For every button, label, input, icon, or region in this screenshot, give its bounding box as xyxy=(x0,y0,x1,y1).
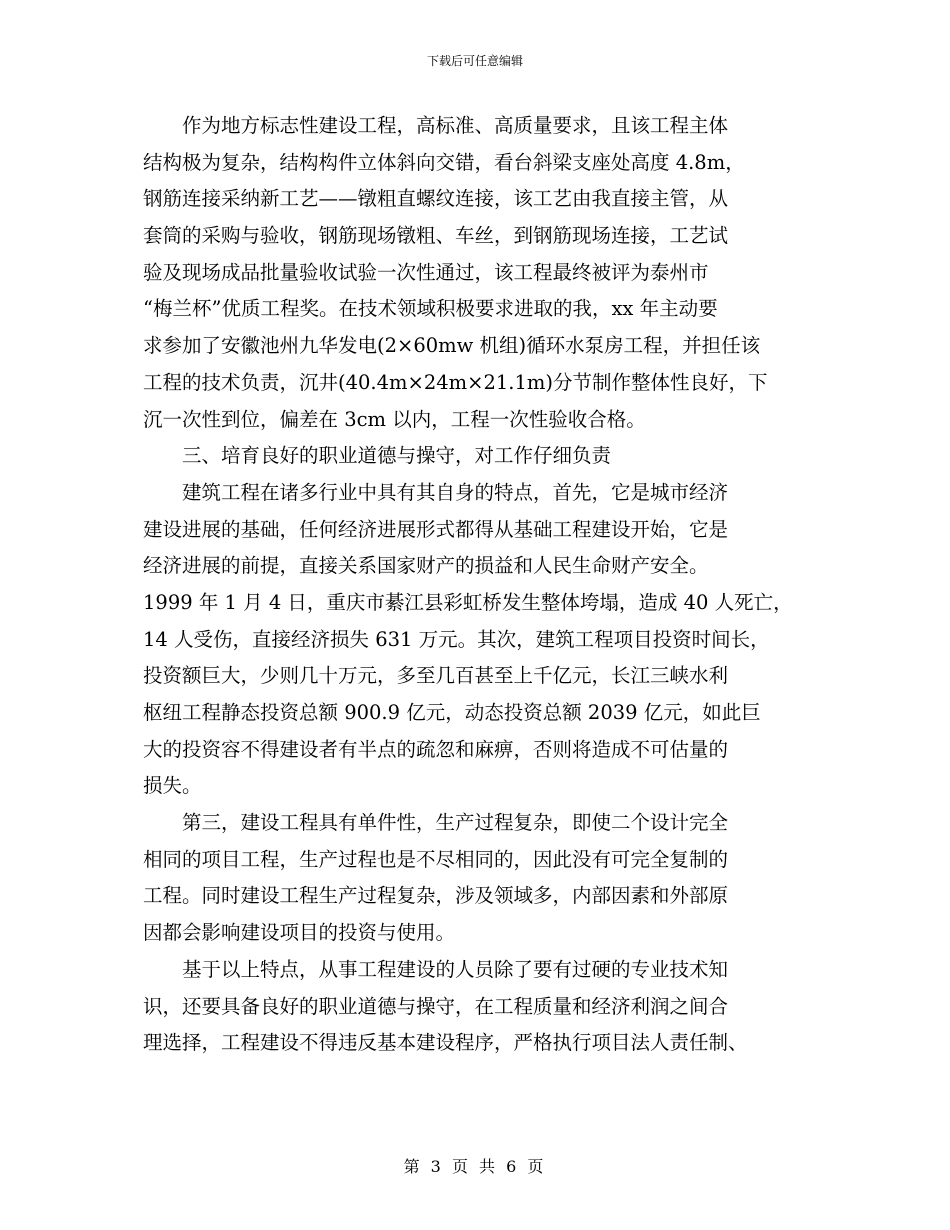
text-line: 枢纽工程静态投资总额 900.9 亿元，动态投资总额 2039 亿元，如此巨 xyxy=(143,701,761,724)
text-line: 建筑工程在诸多行业中具有其自身的特点，首先，它是城市经济 xyxy=(143,480,729,504)
text-line: 钢筋连接采纳新工艺——镦粗直螺纹连接，该工艺由我直接主管，从 xyxy=(143,187,729,211)
text-line: 套筒的采购与验收，钢筋现场镦粗、车丝，到钢筋现场连接，工艺试 xyxy=(143,224,729,248)
text-line: 理选择，工程建设不得违反基本建设程序，严格执行项目法人责任制、 xyxy=(143,1031,748,1055)
page-header: 下载后可任意编辑 xyxy=(426,54,523,68)
text-line: 工程。同时建设工程生产过程复杂，涉及领域多，内部因素和外部原 xyxy=(143,884,729,908)
document-body xyxy=(143,108,807,1062)
text-line: 投资额巨大，少则几十万元，多至几百甚至上千亿元，长江三峡水利 xyxy=(143,664,729,688)
text-line: 沉一次性到位，偏差在 3cm 以内，工程一次性验收合格。 xyxy=(143,407,646,431)
text-line: 工程的技术负责，沉井(40.4m×24m×21.1m)分节制作整体性良好，下 xyxy=(143,370,768,394)
text-line: 验及现场成品批量验收试验一次性通过，该工程最终被评为泰州市 xyxy=(143,260,709,284)
text-line: 建设进展的基础，任何经济进展形式都得从基础工程建设开始，它是 xyxy=(143,517,729,541)
page-footer: 第 3 页 共 6 页 xyxy=(403,1157,547,1176)
text-line: 作为地方标志性建设工程，高标准、高质量要求，且该工程主体 xyxy=(143,114,729,137)
text-line: 因都会影响建设项目的投资与使用。 xyxy=(143,921,456,945)
text-line: 相同的项目工程，生产过程也是不尽相同的，因此没有可完全复制的 xyxy=(143,847,729,871)
text-line: 损失。 xyxy=(143,774,202,798)
text-line: 第三，建设工程具有单件性，生产过程复杂，即使二个设计完全 xyxy=(143,811,729,835)
section-heading: 三、培育良好的职业道德与操守，对工作仔细负责 xyxy=(143,444,612,468)
text-line: 14 人受伤，直接经济损失 631 万元。其次，建筑工程项目投资时间长， xyxy=(143,627,770,651)
text-line: 1999 年 1 月 4 日，重庆市綦江县彩虹桥发生整体垮塌，造成 40 人死亡， xyxy=(143,590,793,614)
text-line: 经济进展的前提，直接关系国家财产的损益和人民生命财产安全。 xyxy=(143,554,709,578)
text-line: 基于以上特点，从事工程建设的人员除了要有过硬的专业技术知 xyxy=(143,957,729,981)
text-line: 结构极为复杂，结构构件立体斜向交错，看台斜梁支座处高度 4.8m， xyxy=(143,150,745,174)
text-line: 识，还要具备良好的职业道德与操守，在工程质量和经济利润之间合 xyxy=(143,994,729,1018)
text-line: 求参加了安徽池州九华发电(2×60mw 机组)循环水泵房工程，并担任该 xyxy=(143,334,761,358)
text-line: 大的投资容不得建设者有半点的疏忽和麻痹，否则将造成不可估量的 xyxy=(143,737,729,761)
text-line: “梅兰杯”优质工程奖。在技术领域积极要求进取的我，xx 年主动要 xyxy=(143,297,718,321)
